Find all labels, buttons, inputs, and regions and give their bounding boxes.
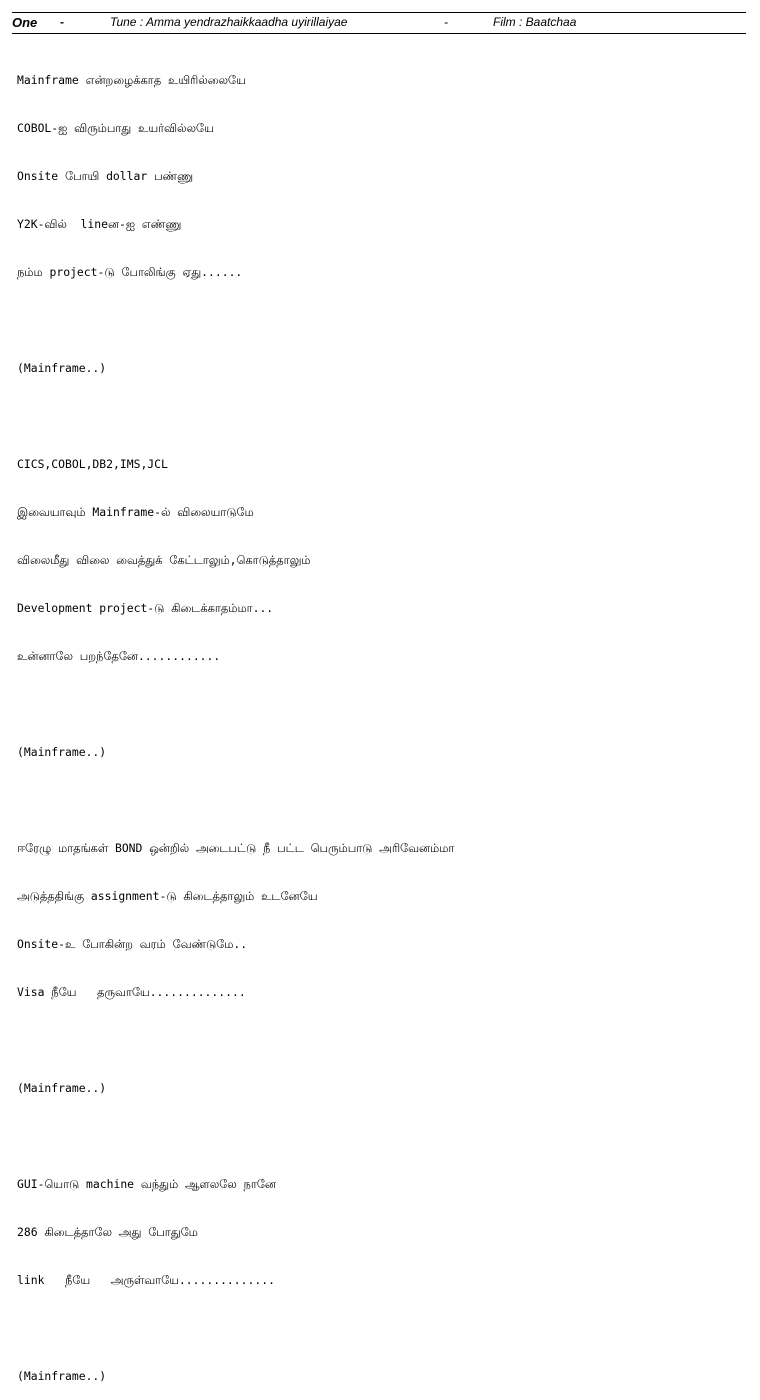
blank-line (17, 1128, 747, 1144)
lyric-line: Onsite-உ போகின்ற வரம் வேண்டுமே.. (17, 937, 248, 951)
lyrics-body (17, 40, 747, 1400)
blank-line (17, 792, 747, 808)
blank-line (17, 1320, 747, 1336)
lyric-line: அடுத்ததிங்கு assignment-டு கிடைத்தாலும் உடனேயே (17, 889, 318, 903)
lyric-line: Visa நீயே தருவாயே.............. (17, 985, 246, 999)
lyric-line: GUI-யொடு machine வந்தும் ஆளலலே நானே (17, 1177, 276, 1191)
lyric-line: Onsite போயி dollar பண்ணு (17, 169, 194, 183)
lyric-line: உன்னாலே பறந்தேனே............ (17, 649, 221, 663)
lyric-line: நம்ம project-டு போலிங்கு ஏது...... (17, 265, 243, 279)
song-header (12, 12, 746, 34)
chorus-marker: (Mainframe..) (17, 361, 107, 375)
lyric-line: Y2K-வில் lineன-ஐ எண்ணு (17, 217, 182, 231)
header-separator: - (444, 15, 448, 29)
lyric-line: Development project-டு கிடைக்காதம்மா... (17, 601, 274, 615)
chorus-marker: (Mainframe..) (17, 1369, 107, 1383)
song-number: One (12, 15, 38, 30)
lyric-line: link நீயே அருள்வாயே.............. (17, 1273, 275, 1287)
tune-title: Tune : Amma yendrazhaikkaadha uyirillaiyae (110, 15, 348, 29)
header-separator: - (60, 15, 64, 29)
lyric-line: COBOL-ஐ விரும்பாது உயர்வில்லயே (17, 121, 214, 135)
lyric-line: இவையாவும் Mainframe-ல் விலையாடுமே (17, 505, 254, 519)
lyric-line: விலைமீது விலை வைத்துக் கேட்டாலும்,கொடுத்தாலும் (17, 553, 311, 567)
lyric-line: ஈரேழு மாதங்கள் BOND ஒன்றில் அடைபட்டு நீ பட்ட பெரும்பாடு அரிவேனம்மா (17, 841, 455, 855)
blank-line (17, 696, 747, 712)
lyric-line: 286 கிடைத்தாலே அது போதுமே (17, 1225, 198, 1239)
blank-line (17, 408, 747, 424)
chorus-marker: (Mainframe..) (17, 745, 107, 759)
lyric-line: CICS,COBOL,DB2,IMS,JCL (17, 457, 168, 471)
blank-line (17, 1032, 747, 1048)
chorus-marker: (Mainframe..) (17, 1081, 107, 1095)
blank-line (17, 312, 747, 328)
film-title: Film : Baatchaa (493, 15, 577, 29)
lyric-line: Mainframe என்றழைக்காத உயிரில்லையே (17, 73, 246, 87)
